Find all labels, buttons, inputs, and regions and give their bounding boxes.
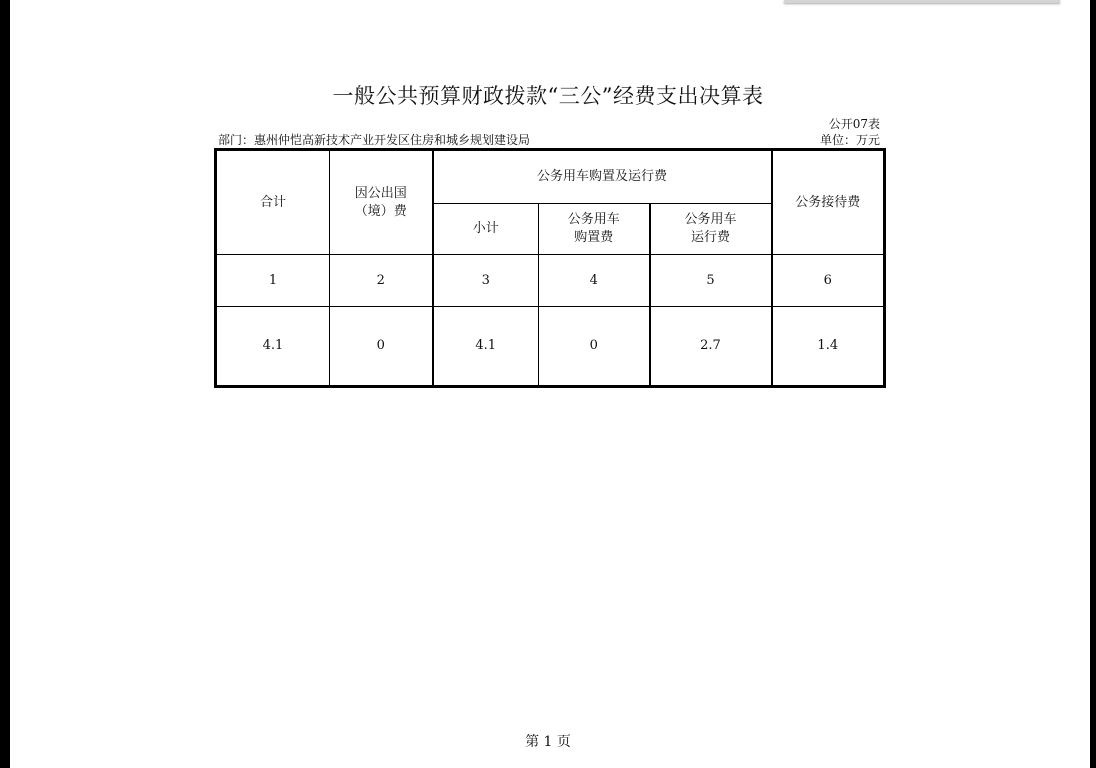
report-title: 一般公共预算财政拨款“三公”经费支出决算表 — [332, 84, 764, 108]
col-number: 4 — [539, 255, 650, 307]
unit-label: 单位：万元 — [819, 133, 880, 147]
form-code: 公开07表 — [828, 117, 880, 131]
col-number: 6 — [772, 255, 885, 307]
header-abroad: 因公出国 （境）费 — [330, 150, 433, 255]
value-subtotal: 4.1 — [433, 307, 539, 387]
header-reception: 公务接待费 — [772, 150, 885, 255]
header-total: 合计 — [216, 150, 330, 255]
header-subtotal: 小计 — [433, 204, 539, 255]
value-vehicle-operation: 2.7 — [650, 307, 772, 387]
value-total: 4.1 — [216, 307, 330, 387]
col-number: 1 — [216, 255, 330, 307]
overlapping-window-edge — [784, 0, 1060, 3]
column-number-row — [216, 255, 885, 307]
page-number: 第 1 页 — [525, 734, 571, 750]
value-abroad: 0 — [330, 307, 433, 387]
department-label: 部门：惠州仲恺高新技术产业开发区住房和城乡规划建设局 — [218, 133, 531, 147]
value-row — [216, 307, 885, 387]
expenditure-table — [214, 148, 886, 388]
value-reception: 1.4 — [772, 307, 885, 387]
col-number: 3 — [433, 255, 539, 307]
col-number: 2 — [330, 255, 433, 307]
col-number: 5 — [650, 255, 772, 307]
header-vehicle-group: 公务用车购置及运行费 — [433, 150, 772, 204]
value-vehicle-purchase: 0 — [539, 307, 650, 387]
header-vehicle-purchase: 公务用车 购置费 — [539, 204, 650, 255]
header-vehicle-operation: 公务用车 运行费 — [650, 204, 772, 255]
